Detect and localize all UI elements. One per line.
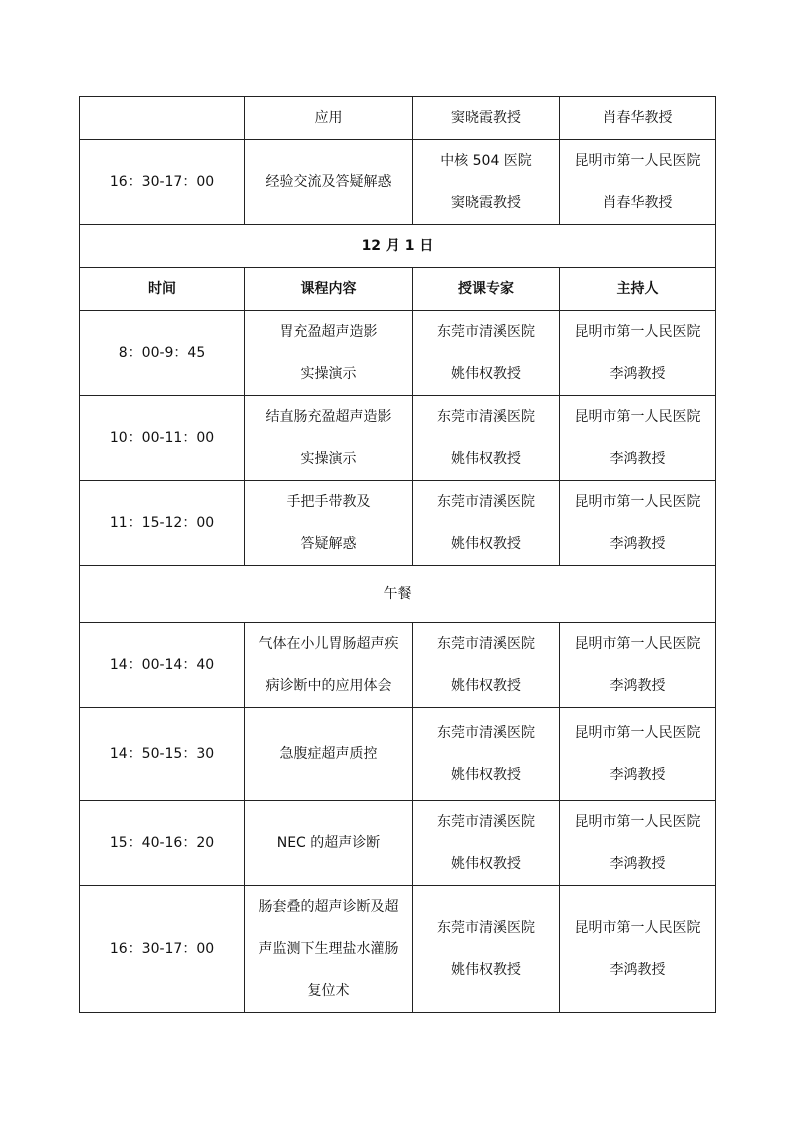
- table-row: [80, 708, 716, 801]
- expert-line: 姚伟权教授: [451, 536, 521, 552]
- expert-cell: [413, 623, 560, 708]
- host-line: 李鸿教授: [609, 536, 666, 552]
- host-line: 李鸿教授: [609, 678, 666, 694]
- course-line: 声监测下生理盐水灌肠: [258, 941, 399, 957]
- host-cell: [560, 801, 716, 886]
- time-cell: [80, 97, 245, 140]
- column-header-row: [80, 268, 716, 311]
- expert-line: 姚伟权教授: [451, 366, 521, 382]
- table-row: [80, 140, 716, 225]
- expert-line: 东莞市清溪医院: [437, 814, 535, 830]
- host-cell: [560, 481, 716, 566]
- time-cell: 15：40-16：20: [80, 801, 245, 886]
- host-line: 肖春华教授: [602, 195, 673, 211]
- expert-cell: [413, 396, 560, 481]
- course-cell: [245, 708, 413, 801]
- course-cell: [245, 886, 413, 1013]
- expert-cell: [413, 97, 560, 140]
- expert-line: 姚伟权教授: [451, 678, 521, 694]
- expert-line: 窦晓霞教授: [451, 110, 521, 126]
- course-cell: [245, 396, 413, 481]
- course-cell: [245, 311, 413, 396]
- table-row: [80, 97, 716, 140]
- host-line: 李鸿教授: [609, 962, 666, 978]
- course-line: 实操演示: [300, 451, 357, 467]
- time-cell: 10：00-11：00: [80, 396, 245, 481]
- host-line: 昆明市第一人民医院: [574, 814, 701, 830]
- expert-line: 姚伟权教授: [451, 962, 521, 978]
- day-header: 12 月 1 日: [80, 225, 716, 268]
- expert-cell: [413, 311, 560, 396]
- time-cell: 16：30-17：00: [80, 886, 245, 1013]
- host-line: 昆明市第一人民医院: [574, 920, 701, 936]
- expert-cell: [413, 481, 560, 566]
- course-line: 实操演示: [300, 366, 357, 382]
- host-line: 李鸿教授: [609, 451, 666, 467]
- course-line: 肠套叠的超声诊断及超: [258, 899, 399, 915]
- course-cell: [245, 623, 413, 708]
- expert-cell: [413, 886, 560, 1013]
- host-line: 李鸿教授: [609, 366, 666, 382]
- expert-line: 中核 504 医院: [440, 153, 532, 169]
- course-line: 复位术: [307, 983, 350, 999]
- host-cell: [560, 886, 716, 1013]
- host-cell: [560, 140, 716, 225]
- time-cell: 14：50-15：30: [80, 708, 245, 801]
- table-row: [80, 311, 716, 396]
- course-line: 胃充盈超声造影: [279, 324, 378, 340]
- time-cell: 14：00-14：40: [80, 623, 245, 708]
- course-cell: [245, 97, 413, 140]
- time-cell: 8：00-9：45: [80, 311, 245, 396]
- host-line: 昆明市第一人民医院: [574, 725, 701, 741]
- course-line: NEC 的超声诊断: [276, 835, 381, 851]
- course-line: 结直肠充盈超声造影: [265, 409, 392, 425]
- host-line: 昆明市第一人民医院: [574, 494, 701, 510]
- table-row: [80, 481, 716, 566]
- table-row: [80, 396, 716, 481]
- expert-line: 东莞市清溪医院: [437, 920, 535, 936]
- column-header-time: 时间: [80, 268, 245, 311]
- course-line: 气体在小儿胃肠超声疾: [258, 636, 399, 652]
- table-row: [80, 623, 716, 708]
- lunch-cell: 午餐: [80, 566, 716, 623]
- course-line: 答疑解惑: [300, 536, 357, 552]
- host-line: 昆明市第一人民医院: [574, 636, 701, 652]
- column-header-host: 主持人: [560, 268, 716, 311]
- course-line: 急腹症超声质控: [279, 746, 378, 762]
- time-cell: 11：15-12：00: [80, 481, 245, 566]
- expert-line: 姚伟权教授: [451, 451, 521, 467]
- expert-line: 东莞市清溪医院: [437, 494, 535, 510]
- course-line: 经验交流及答疑解惑: [265, 174, 392, 190]
- host-cell: [560, 311, 716, 396]
- schedule-table: [79, 96, 716, 1013]
- expert-line: 东莞市清溪医院: [437, 324, 535, 340]
- expert-line: 东莞市清溪医院: [437, 409, 535, 425]
- course-line: 病诊断中的应用体会: [265, 678, 392, 694]
- expert-line: 东莞市清溪医院: [437, 725, 535, 741]
- lunch-row: [80, 566, 716, 623]
- column-header-course: 课程内容: [245, 268, 413, 311]
- course-cell: [245, 140, 413, 225]
- expert-line: 姚伟权教授: [451, 767, 521, 783]
- course-line: 手把手带教及: [286, 494, 371, 510]
- course-line: 应用: [314, 110, 343, 126]
- host-line: 昆明市第一人民医院: [574, 153, 701, 169]
- day-header-row: [80, 225, 716, 268]
- host-line: 肖春华教授: [602, 110, 673, 126]
- expert-cell: [413, 801, 560, 886]
- host-line: 昆明市第一人民医院: [574, 409, 701, 425]
- table-row: [80, 801, 716, 886]
- expert-cell: [413, 708, 560, 801]
- time-cell: 16：30-17：00: [80, 140, 245, 225]
- course-cell: [245, 801, 413, 886]
- expert-line: 窦晓霞教授: [451, 195, 521, 211]
- column-header-expert: 授课专家: [413, 268, 560, 311]
- host-cell: [560, 623, 716, 708]
- course-cell: [245, 481, 413, 566]
- host-cell: [560, 708, 716, 801]
- table-row: [80, 886, 716, 1013]
- expert-line: 东莞市清溪医院: [437, 636, 535, 652]
- host-cell: [560, 97, 716, 140]
- host-line: 昆明市第一人民医院: [574, 324, 701, 340]
- expert-cell: [413, 140, 560, 225]
- host-line: 李鸿教授: [609, 767, 666, 783]
- host-line: 李鸿教授: [609, 856, 666, 872]
- expert-line: 姚伟权教授: [451, 856, 521, 872]
- host-cell: [560, 396, 716, 481]
